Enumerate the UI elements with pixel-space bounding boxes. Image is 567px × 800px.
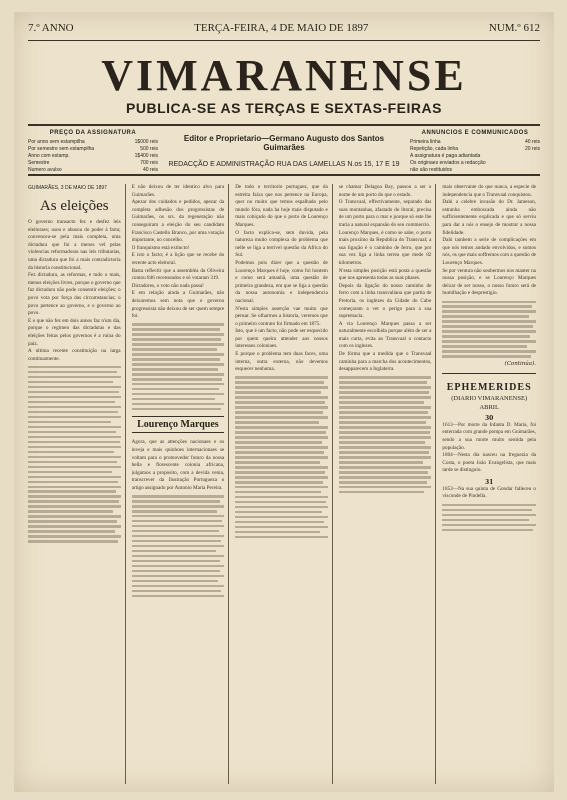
paragraph: Fez dictadura, as reformas, e tudo o mais, menos eleições livres, porque o governo que faz dictadura não pode consentir eleições; o povo vota por força das circumstancias; o povo pertence ao governo, e o governo ao povo. xyxy=(28,272,121,317)
ephemeris-entry: 1613—Por morte da Infanta D. Maria, foi enterrada com grande pompa em Guimarães, sendo a sua morte muito sentida pela população. xyxy=(442,421,536,451)
subscription-row: Por semestre sem estampilha 500 reis xyxy=(28,146,158,152)
ads-row: A assignatura é paga adiantada xyxy=(410,153,481,159)
paragraph: Se por ventura não soubermos nos manter na nossa posição, e se Lourenço Marques deixar de ser nosso, o nosso futuro será de humilhação e desprestigio. xyxy=(442,267,536,297)
paragraph: O governo transacto fez e desfez leis eleitoraes; usou e abusou do poder á farta; convenceu-se pela mais completa, uma dictadura que foi a menos vel pelas violencias reformadoras nas leis tributarias, uma dictadura que foi a mais contradictoria da historia constitucional. xyxy=(28,219,121,271)
paragraph: Dahi a celebre invasão do Dr. Jameson, estranha emboscada ainda não sufficientemente explicada e que só serviu para dar a nós o ensejo de mostrar a nossa fidelidade. xyxy=(442,199,536,236)
newspaper-subtitle: PUBLICA-SE AS TERÇAS E SEXTAS-FEIRAS xyxy=(126,100,442,116)
column-2 xyxy=(132,184,230,784)
editor-line: Editor e Proprietario—Germano Augusto dos Santos Guimarães xyxy=(183,134,385,152)
paragraph: Depois da ligação do nosso caminho de ferro com a linha transvaliana que partia de Pretoria, os inglezes da Cidade do Cabo começaram a ver o perigo para a sua supremacia. xyxy=(338,282,432,320)
paragraph: N'esta simples asserção vae muito que pensar. Se olharmos a historia, veremos que o primeiro contrato foi firmado em 1875. xyxy=(235,305,328,327)
paragraph: Apezar dos cuidados e pedidos, apezar da completa adhesão dos progressistas de Guimarães, os srs. da regeneração não conseguiram a eleição do seu candidato Francisco Castello Branco, por uma votação importante, no concelho. xyxy=(131,199,225,244)
ephemerides-day: 31 xyxy=(485,478,494,486)
paragraph: A via Lourenço Marques passa a ser naturalmente escolhida porque além de ser a mais curta, evita ao Transvaal o contacto com os inglezes. xyxy=(338,320,432,350)
ephemerides-heading: EPHEMERIDES xyxy=(446,381,532,393)
paragraph: O facto explica-se, sem duvida, pela natureza muito complexa do problema que nelle se liga a terrível questão da Africa do Sul. xyxy=(235,229,328,259)
dateline: GUIMARÃES, 3 DE MAIO DE 1897 xyxy=(28,185,107,191)
illegible-text-block xyxy=(235,376,328,538)
paragraph: N'esta simples posição está posta a questão que nos apresenta todas as suas phases. xyxy=(338,267,432,282)
address-line: REDACÇÃO E ADMINISTRAÇÃO RUA DAS LAMELLAS N.os 15, 17 E 19 xyxy=(168,161,400,168)
continued-note: (Continúa). xyxy=(504,360,536,367)
masthead-rule xyxy=(28,124,540,126)
illegible-text-block xyxy=(28,366,121,543)
masthead-rule-top xyxy=(28,40,540,41)
paragraph: Basta reflectir que a assembléa da Oliveira contou 846 recenseados e só votaram 319. xyxy=(131,267,225,282)
paragraph: A ultima recente constituição na larga continuamente. xyxy=(28,348,121,362)
section-divider xyxy=(442,373,536,374)
ephemerides-month: ABRIL xyxy=(479,403,499,411)
illegible-text-block xyxy=(132,323,225,410)
header-bottom-rule xyxy=(28,174,540,176)
column-1 xyxy=(28,184,126,784)
newspaper-page xyxy=(14,12,554,792)
subscription-box xyxy=(28,130,158,174)
column-3 xyxy=(235,184,333,784)
paragraph: Agora, que as attenções nacionaes e os inveja e mais quinhoes internacionaes se voltam para o promovedor futuro da nossa bella e florescente colonia africana, julgamos a proposito, com a devida venia, transcrever da Ilustração Portugueza o artigo assignado por Antonio Maria Pereira. xyxy=(131,439,225,491)
newspaper-title: VIMARANENSE xyxy=(101,51,467,100)
paragraph: De fórma que a medida que o Transvaal caminha para a marcha dos acontecimentos, desapparecem a Inglaterra. xyxy=(338,351,432,373)
paragraph: Isto, que é um facto, não pode ser esquecido por quem queira attender aos nossos interesses coloniaes. xyxy=(235,328,328,350)
illegible-text-block xyxy=(132,495,225,597)
paragraph: Lourenço Marques, é como se sabe, o porto mais proximo da Republica do Transvaal; a sua ligação é o caminho de ferro, que por sua vez liga a linha terrea que mede 82 kilometros. xyxy=(338,229,432,266)
ads-row: Repetição, cada linha 20 reis xyxy=(410,146,540,152)
ads-row: Primeira linha 40 reis xyxy=(410,139,540,145)
subscription-row: Semestre 700 reis xyxy=(28,160,158,166)
paragraph: mais observante do que nunca, a especie de independencia que o Transvaal conquistou. xyxy=(442,184,536,198)
issue-number: NUM.º 612 xyxy=(488,22,540,34)
column-5 xyxy=(442,184,540,784)
paragraph: Dictadores, o voto não nada passa! xyxy=(131,282,204,289)
paragraph: E não deixou de ter identico alvo para Guimarães. xyxy=(131,184,225,198)
paragraph: O Transvaal, effectivamente, separado das suas montanhas, afastado do litoral, precisa de um porto para o mar e porque só este lhe traria a natural expansão do seu commercio. xyxy=(338,199,432,228)
illegible-text-block xyxy=(442,301,536,358)
ephemerides-subtitle: (DIARIO VIMARANENSE) xyxy=(451,394,528,402)
illegible-text-block xyxy=(442,504,536,531)
paragraph: Podemos pois dizer que a questão de Lourenço Marques é hoje, como foi hontem e como será amanhã, uma questão de primeira grandeza, em que se liga a questão da nossa autonomia e independencia nacional. xyxy=(235,259,328,304)
ads-heading: ANNUNCIOS E COMMUNICADOS xyxy=(421,130,529,136)
column-4 xyxy=(339,184,437,784)
paragraph: De todo o territorio portuguez, que da estreita faixa que nos pertence na Europa, quer no muito que temos espalhado pelo mundo fóra, nada ha hoje mais disputado e mais cobiçado do que o porto de Lourenço Marques. xyxy=(235,184,328,228)
article-heading-eleicoes: As eleições xyxy=(39,198,109,214)
ads-box xyxy=(410,130,540,174)
paragraph: se chamar Delagoa Bay, passou a ser o nome de um porto do que o estado. xyxy=(338,184,432,198)
ads-row: Os originaes enviados a redacção xyxy=(410,160,486,166)
editor-info xyxy=(164,134,404,168)
ephemeris-entry: 1853—Na sua quinta de Gondar falleceu o visconde de Pindella. xyxy=(442,485,536,500)
ephemeris-entry: 1804—Nesta dia nasceu na freguezia da Costa, o poeta João Evangelista, que mais tarde se distinguiu. xyxy=(442,452,536,474)
paragraph: E isto o facto; é a lição que se recebe do recente acto eleitoral. xyxy=(131,252,225,266)
masthead-topline xyxy=(28,22,540,34)
article-columns xyxy=(28,184,540,784)
issue-year: 7.º ANNO xyxy=(28,22,74,34)
paragraph: O franquismo está extincto! xyxy=(131,244,190,251)
article-heading-lourenco-marques: Lourenço Marques xyxy=(132,416,225,433)
ads-row: não são restituidos xyxy=(410,167,452,173)
issue-date: TERÇA-FEIRA, 4 DE MAIO DE 1897 xyxy=(194,22,369,34)
subscription-row: Anno com estamp. 1$400 reis xyxy=(28,153,158,159)
illegible-text-block xyxy=(339,376,432,493)
ephemerides-day: 30 xyxy=(485,414,494,422)
paragraph: Dahi tambem a serie de complicações em que nós temos andado envolvidos, e somos nós, os que mais soffremos com a questão de Lourenço Marques. xyxy=(442,237,536,266)
subscription-heading: PREÇO DA ASSIGNATURA xyxy=(49,130,137,136)
subscription-row: Por anno sem estampilha 1$000 reis xyxy=(28,139,158,145)
paragraph: E porque o problema tem duas faces, uma interna, outra externa, não devemos esquecer nenhuma. xyxy=(235,351,328,373)
paragraph: E em relação ainda a Guimarães, não deixaremos sem nota que o governo progressista não deixou de ser quem sempre foi. xyxy=(131,290,225,320)
paragraph: E o que não fez em dois annos faz n'um dia, porque o regimen das dictaduras e das eleições feitas pelos governos é a ruina do paiz. xyxy=(28,317,121,347)
subscription-row: Numero avulso 40 reis xyxy=(28,167,158,173)
